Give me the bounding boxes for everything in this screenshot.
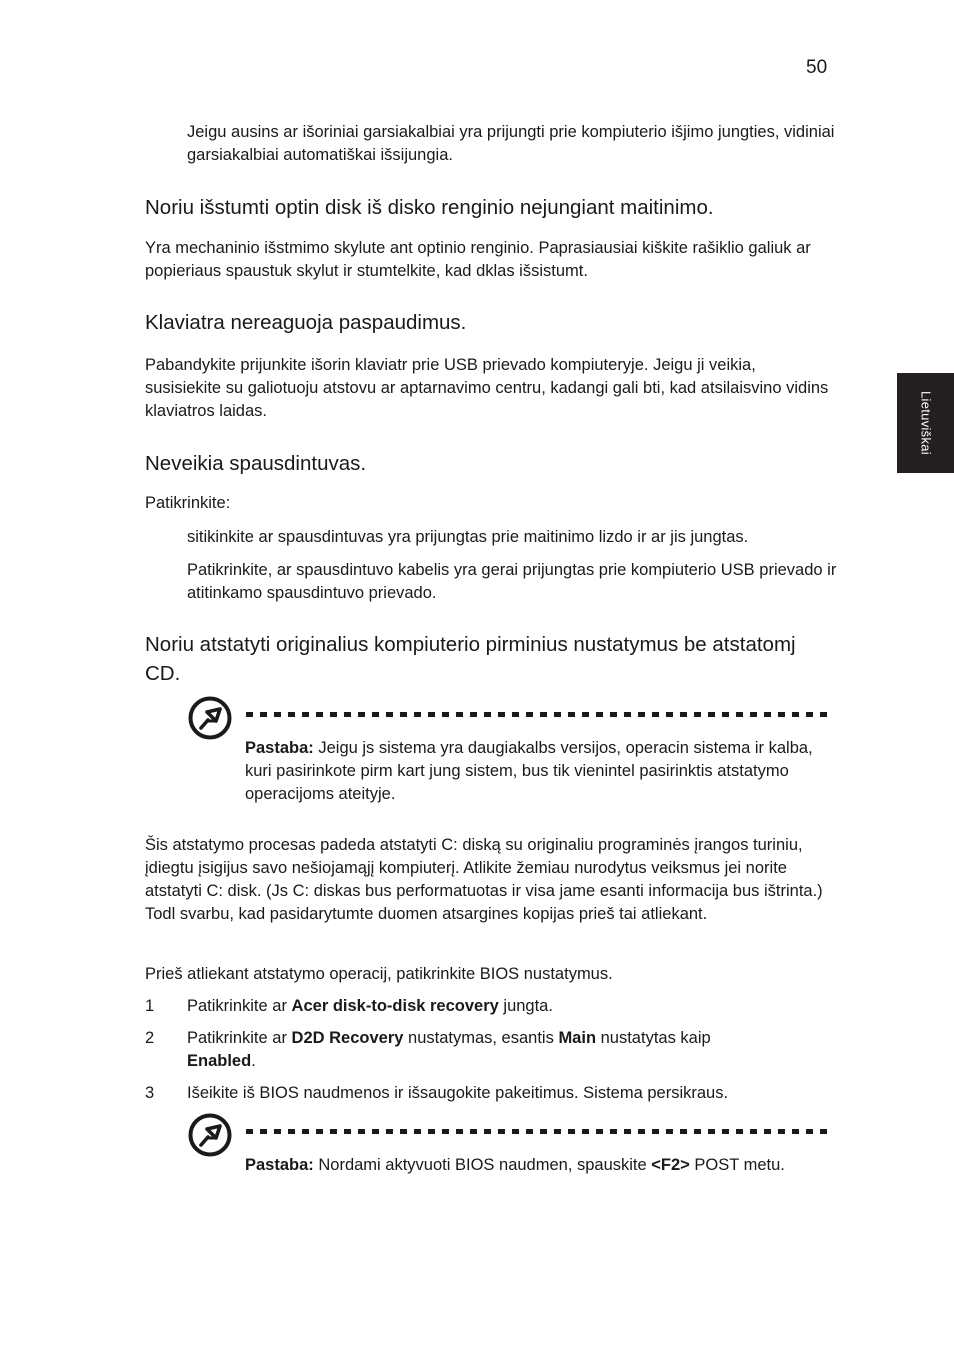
step-text-part: nustatymas, esantis — [403, 1029, 559, 1047]
printer-check-item: Patikrinkite, ar spausdintuvo kabelis yra gerai prijungtas prie kompiuterio USB prievado ir atitinkamo spausdintuvo prievado. — [187, 561, 837, 602]
step-text — [187, 995, 837, 1018]
step-text: Išeikite iš BIOS naudmenos ir išsaugokite pakeitimus. Sistema persikraus. — [187, 1084, 729, 1102]
step-number: 1 — [145, 997, 155, 1015]
restore-paragraph: Šis atstatymo procesas padeda atstatyti C: diską su originaliu programinės įrangos turiniu, įdiegtu įsigijus savo nešiojamąjį kompiuterį. Atlikite žemiau nurodytus veiksmus jei norite atstatyti C: disk. (Js C: diskas bus performatuotas ir visa jame esanti informacija bus ištrinta.) Todl svarbu, kad pasidarytumte duomen atsargines kopijas prieš tai atliekant. — [145, 836, 823, 923]
step-text-part: nustatytas kaip — [596, 1029, 711, 1047]
page-number: 50 — [806, 57, 828, 78]
note-icon — [187, 695, 233, 741]
note-label: Pastaba: — [245, 739, 314, 757]
heading-optical-disc: Noriu išstumti optin disk iš disko renginio nejungiant maitinimo. — [145, 196, 714, 219]
step-bold-part: Main — [558, 1029, 597, 1047]
keyboard-paragraph: Pabandykite prijunkite išorin klaviatr prie USB prievado kompiuteryje. Jeigu ji veikia, susisiekite su galiotuoju atstovu ar aptarnavimo centru, kadangi gali bti, kad atsilaisvino vidins klaviatros laidas. — [145, 356, 829, 420]
step-bold-part: Enabled — [187, 1052, 252, 1070]
step-number: 2 — [145, 1029, 155, 1047]
note-text — [245, 737, 825, 806]
note-body: Jeigu js sistema yra daugiakalbs versijos, operacin sistema ir kalba, kuri pasirinkote pirm kart jung sistem, bus tik vienintel pasirinktis atstatymo operacijoms ateityje. — [245, 739, 813, 803]
heading-printer: Neveikia spausdintuvas. — [145, 452, 367, 475]
note-label: Pastaba: — [245, 1156, 314, 1174]
step-text-part: Patikrinkite ar — [187, 997, 292, 1015]
note-divider — [246, 712, 831, 717]
language-side-tab — [897, 373, 954, 473]
step-text-part: . — [251, 1052, 256, 1070]
bios-check-paragraph: Prieš atliekant atstatymo operacij, patikrinkite BIOS nustatymus. — [145, 965, 613, 983]
note-key: <F2> — [651, 1156, 690, 1174]
note-divider — [246, 1129, 831, 1134]
heading-restore: Noriu atstatyti originalius kompiuterio pirminius nustatymus be atstatomj CD. — [145, 633, 796, 685]
optical-disc-paragraph: Yra mechaninio išstmimo skylute ant optinio renginio. Paprasiausiai kiškite rašiklio galiuk ar popieriaus spaustuk skylut ir stumtelkite, kad dklas išsistumt. — [145, 239, 811, 280]
step-text-part: jungta. — [498, 997, 553, 1015]
printer-lead: Patikrinkite: — [145, 494, 231, 512]
step-text-part: Patikrinkite ar — [187, 1029, 292, 1047]
step-number: 3 — [145, 1084, 155, 1102]
note-body: Nordami aktyvuoti BIOS naudmen, spauskite — [313, 1156, 652, 1174]
step-text — [187, 1027, 837, 1073]
language-tab-label: Lietuviškai — [918, 391, 933, 455]
heading-keyboard: Klaviatra nereaguoja paspaudimus. — [145, 311, 467, 334]
step-bold-part: D2D Recovery — [291, 1029, 404, 1047]
printer-check-item: sitikinkite ar spausdintuvas yra prijungtas prie maitinimo lizdo ir ar jis jungtas. — [187, 528, 749, 546]
note-text — [245, 1154, 825, 1177]
intro-paragraph: Jeigu ausins ar išoriniai garsiakalbiai yra prijungti prie kompiuterio išjimo jungties, vidiniai garsiakalbiai automatiškai išsijungia. — [187, 123, 835, 164]
note-icon — [187, 1112, 233, 1158]
step-bold-part: Acer disk-to-disk recovery — [291, 997, 499, 1015]
note-body: POST metu. — [689, 1156, 785, 1174]
